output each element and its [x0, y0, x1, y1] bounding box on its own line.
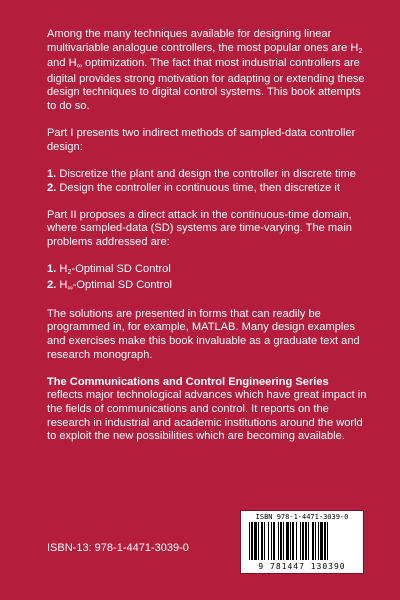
barcode-bar	[318, 522, 319, 560]
barcode-bar	[327, 522, 328, 560]
barcode-bar	[268, 522, 269, 560]
solutions-paragraph	[47, 308, 367, 362]
intro-text-a: Among the many techniques available for designing linear multivariable analogue controllers, the most popular ones are H	[47, 28, 359, 54]
part2-paragraph	[47, 209, 367, 250]
item-text: -Optimal SD Control	[72, 278, 172, 291]
item-text: Discretize the plant and design the controller in discrete time	[56, 167, 356, 180]
barcode-bar	[296, 522, 297, 560]
part2-text: Part II proposes a direct attack in the continuous-time domain, where sampled-data (SD) systems are time-varying. The main problems addressed are:	[47, 208, 352, 248]
item-text: -Optimal SD Control	[71, 263, 171, 276]
item-number: 1.	[47, 167, 57, 180]
barcode-bar	[280, 522, 282, 560]
barcode-bar	[283, 522, 284, 560]
barcode-bar	[271, 522, 272, 560]
item-subscript: 2	[67, 267, 72, 277]
isbn-label: ISBN-13: 978-1-4471-3039-0	[47, 542, 189, 554]
part1-list	[47, 168, 367, 195]
barcode-bar	[312, 522, 314, 560]
intro-text-c: optimization. The fact that most industrial controllers are digital provides strong motivation for adapting or extending these design techniques to digital control systems. This book attempts to do so.	[47, 57, 365, 112]
h2-subscript: 2	[358, 45, 363, 55]
item-text: Design the controller in continuous time, then discretize it	[56, 181, 340, 194]
barcode-bars	[249, 522, 355, 560]
part1-paragraph	[47, 127, 367, 154]
barcode-bar	[249, 522, 250, 560]
part2-item	[47, 279, 367, 295]
barcode-bar	[258, 522, 259, 560]
part1-text: Part I presents two indirect methods of sampled-data controller design:	[47, 127, 356, 153]
barcode-bar	[264, 522, 265, 560]
part2-list	[47, 263, 367, 294]
barcode-bar	[254, 522, 257, 560]
part2-item	[47, 263, 367, 279]
item-subscript: ∞	[67, 282, 73, 292]
part1-item	[47, 168, 367, 182]
item-text: H	[56, 263, 68, 276]
barcode-bar	[292, 522, 294, 560]
barcode-bar	[261, 522, 263, 560]
barcode-bar	[290, 522, 291, 560]
barcode-isbn-text: ISBN 978-1-4471-3039-0	[255, 513, 349, 521]
barcode-bar	[305, 522, 307, 560]
blurb	[47, 28, 367, 457]
series-text: reflects major technological advances which have great impact in the fields of communications and control. It reports on the research in industrial and academic institutions around the world to exploit the new possibilities which are becoming available.	[47, 389, 367, 443]
barcode	[240, 510, 364, 574]
barcode-bar	[320, 522, 323, 560]
part1-item	[47, 182, 367, 196]
barcode-bar	[324, 522, 326, 560]
barcode-bar	[251, 522, 253, 560]
barcode-bar	[300, 522, 301, 560]
barcode-bar	[278, 522, 279, 560]
barcode-digits: 9 781447 130390	[258, 562, 346, 571]
item-number: 1.	[47, 263, 57, 276]
barcode-bar	[302, 522, 304, 560]
item-number: 2.	[47, 181, 57, 194]
intro-text-b: and H	[47, 57, 77, 70]
series-name: The Communications and Control Engineering Series	[47, 375, 329, 388]
barcode-bar	[273, 522, 275, 560]
series-paragraph	[47, 376, 367, 444]
item-text: H	[56, 278, 68, 291]
item-number: 2.	[47, 278, 57, 291]
barcode-bar	[286, 522, 289, 560]
hinf-subscript: ∞	[76, 61, 82, 71]
barcode-bar	[308, 522, 309, 560]
barcode-bar	[315, 522, 316, 560]
solutions-text: The solutions are presented in forms that can readily be programmed in, for example, MATLAB. Many design examples and exercises make this book invaluable as a graduate text and research monograph.	[47, 307, 360, 361]
intro-paragraph	[47, 28, 367, 114]
